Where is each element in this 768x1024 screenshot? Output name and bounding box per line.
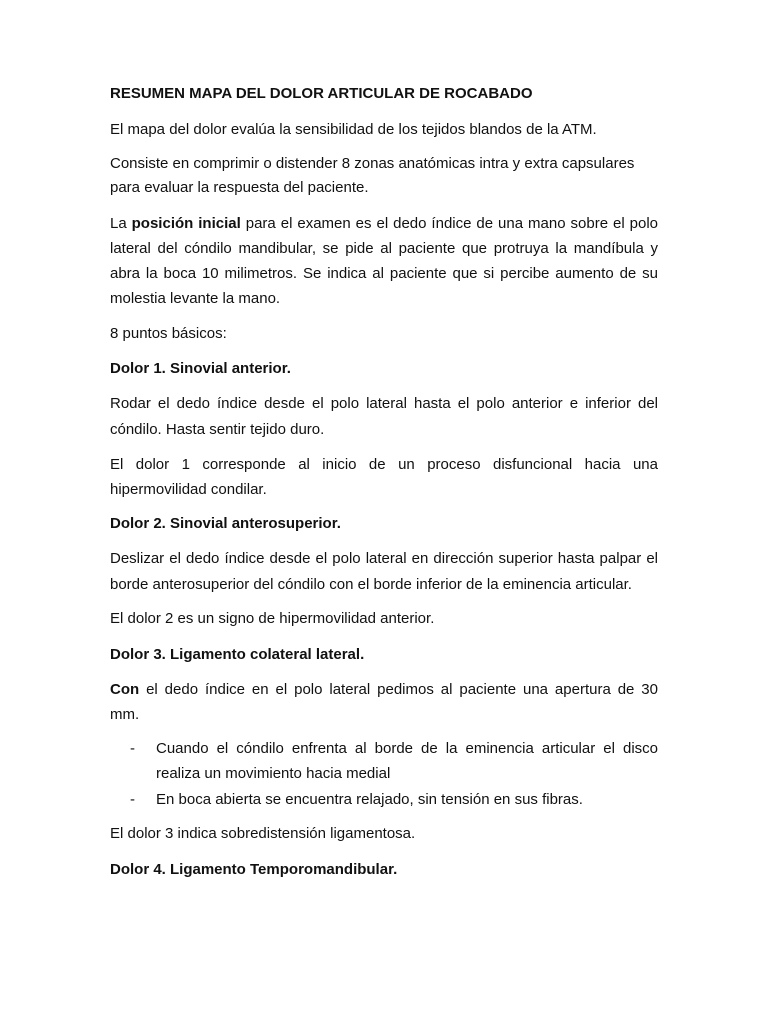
paragraph-dolor3b: El dolor 3 indica sobredistensión ligamentosa.	[110, 825, 416, 842]
paragraph-dolor3-line-2: mm.	[110, 706, 140, 723]
paragraph-dolor2b: El dolor 2 es un signo de hipermovilidad anterior.	[110, 610, 435, 627]
paragraph-posicion-line-2: lateral del cóndilo mandibular, se pide al paciente que protruya la mandíbula y	[110, 240, 658, 257]
bullet-1-line-2: realiza un movimiento hacia medial	[156, 765, 391, 782]
document-title: RESUMEN MAPA DEL DOLOR ARTICULAR DE ROCABADO	[110, 85, 533, 102]
text-segment: el dedo índice en el polo lateral pedimos al paciente una apertura de 30	[139, 681, 658, 698]
paragraph-dolor1b-line-2: hipermovilidad condilar.	[110, 481, 267, 498]
paragraph-consiste-line-1: Consiste en comprimir o distender 8 zonas anatómicas intra y extra capsulares	[110, 155, 635, 172]
bullet-dash: -	[130, 791, 135, 808]
bullet-dash: -	[130, 740, 135, 757]
paragraph-dolor1b-line-1: El dolor 1 corresponde al inicio de un proceso disfuncional hacia una	[110, 456, 658, 473]
paragraph-consiste-line-2: para evaluar la respuesta del paciente.	[110, 179, 369, 196]
paragraph-puntos: 8 puntos básicos:	[110, 325, 227, 342]
paragraph-posicion-line-1	[110, 215, 658, 233]
paragraph-dolor1-line-1: Rodar el dedo índice desde el polo lateral hasta el polo anterior e inferior del	[110, 395, 658, 412]
bold-term-posicion-inicial: posición inicial	[131, 215, 241, 232]
heading-dolor-2: Dolor 2. Sinovial anterosuperior.	[110, 515, 341, 532]
text-segment: para el examen es el dedo índice de una mano sobre el polo	[240, 215, 658, 232]
paragraph-intro: El mapa del dolor evalúa la sensibilidad de los tejidos blandos de la ATM.	[110, 121, 597, 138]
paragraph-dolor3-line-1	[110, 681, 658, 699]
heading-dolor-3: Dolor 3. Ligamento colateral lateral.	[110, 646, 365, 663]
document-page	[110, 0, 658, 1024]
bold-term-con: Con	[110, 681, 140, 698]
paragraph-posicion-line-3: abra la boca 10 milimetros. Se indica al paciente que si percibe aumento de su	[110, 265, 658, 282]
bullet-1-line-1: Cuando el cóndilo enfrenta al borde de la eminencia articular el disco	[156, 740, 658, 757]
heading-dolor-4: Dolor 4. Ligamento Temporomandibular.	[110, 861, 398, 878]
paragraph-dolor1-line-2: cóndilo. Hasta sentir tejido duro.	[110, 421, 325, 438]
paragraph-posicion-line-4: molestia levante la mano.	[110, 290, 281, 307]
paragraph-dolor2-line-2: borde anterosuperior del cóndilo con el borde inferior de la eminencia articular.	[110, 576, 632, 593]
paragraph-dolor2-line-1: Deslizar el dedo índice desde el polo lateral en dirección superior hasta palpar el	[110, 550, 658, 567]
bullet-2: En boca abierta se encuentra relajado, sin tensión en sus fibras.	[156, 791, 583, 808]
heading-dolor-1: Dolor 1. Sinovial anterior.	[110, 360, 291, 377]
text-segment: La	[110, 215, 132, 232]
